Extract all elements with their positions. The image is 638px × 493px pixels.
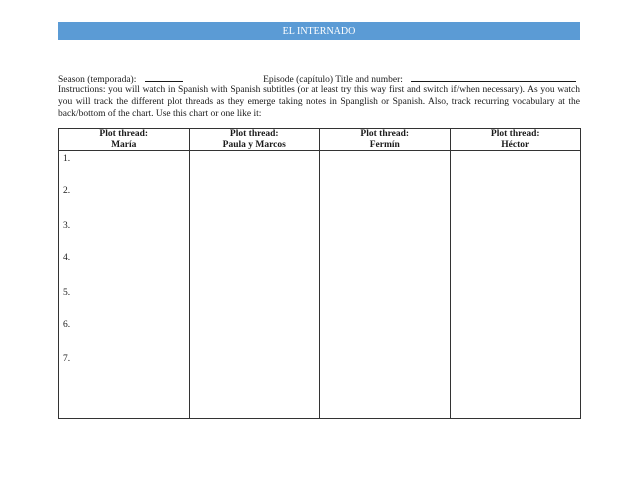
- row-number: 1.: [63, 154, 71, 164]
- season-blank[interactable]: [145, 72, 183, 82]
- row-number: 5.: [63, 288, 71, 298]
- plot-thread-table: [58, 128, 581, 419]
- column-character: Paula y Marcos: [222, 139, 286, 150]
- column-character: Héctor: [501, 139, 530, 150]
- row-number: 4.: [63, 253, 71, 263]
- column-character: Fermín: [369, 139, 400, 150]
- column-heading: Plot thread:: [229, 129, 279, 139]
- row-number: 6.: [63, 320, 71, 330]
- row-number: 3.: [63, 221, 71, 231]
- column-header-paula-y-marcos: [189, 129, 320, 151]
- row-number: 2.: [63, 186, 71, 196]
- episode-label: Episode (capítulo) Title and number:: [263, 75, 403, 85]
- notes-cell-paula-y-marcos[interactable]: [189, 151, 320, 419]
- notes-cell-fermin[interactable]: [320, 151, 451, 419]
- row-number: 7.: [63, 354, 71, 364]
- column-heading: Plot thread:: [99, 129, 149, 139]
- column-header-maria: [59, 129, 190, 151]
- table-body-row: [59, 151, 581, 419]
- column-header-hector: [450, 129, 581, 151]
- title-bar: [58, 22, 580, 40]
- table-header-row: [59, 129, 581, 151]
- column-heading: Plot thread:: [490, 129, 540, 139]
- column-heading: Plot thread:: [360, 129, 410, 139]
- instructions: Instructions: you will watch in Spanish with Spanish subtitles (or at least try this way first and switch if/when necessary). As you watch you will track the different plot threads as they emerge taking notes in Spanglish or Spanish. Also, track recurring vocabulary at the back/bottom of the chart. Use this chart or one like it:: [58, 85, 580, 120]
- column-character: María: [111, 139, 137, 150]
- season-label: Season (temporada):: [58, 75, 137, 85]
- notes-cell-hector[interactable]: [450, 151, 581, 419]
- column-header-fermin: [320, 129, 451, 151]
- notes-cell-maria[interactable]: [59, 151, 190, 419]
- episode-blank[interactable]: [411, 72, 576, 82]
- page-title: EL INTERNADO: [282, 25, 356, 37]
